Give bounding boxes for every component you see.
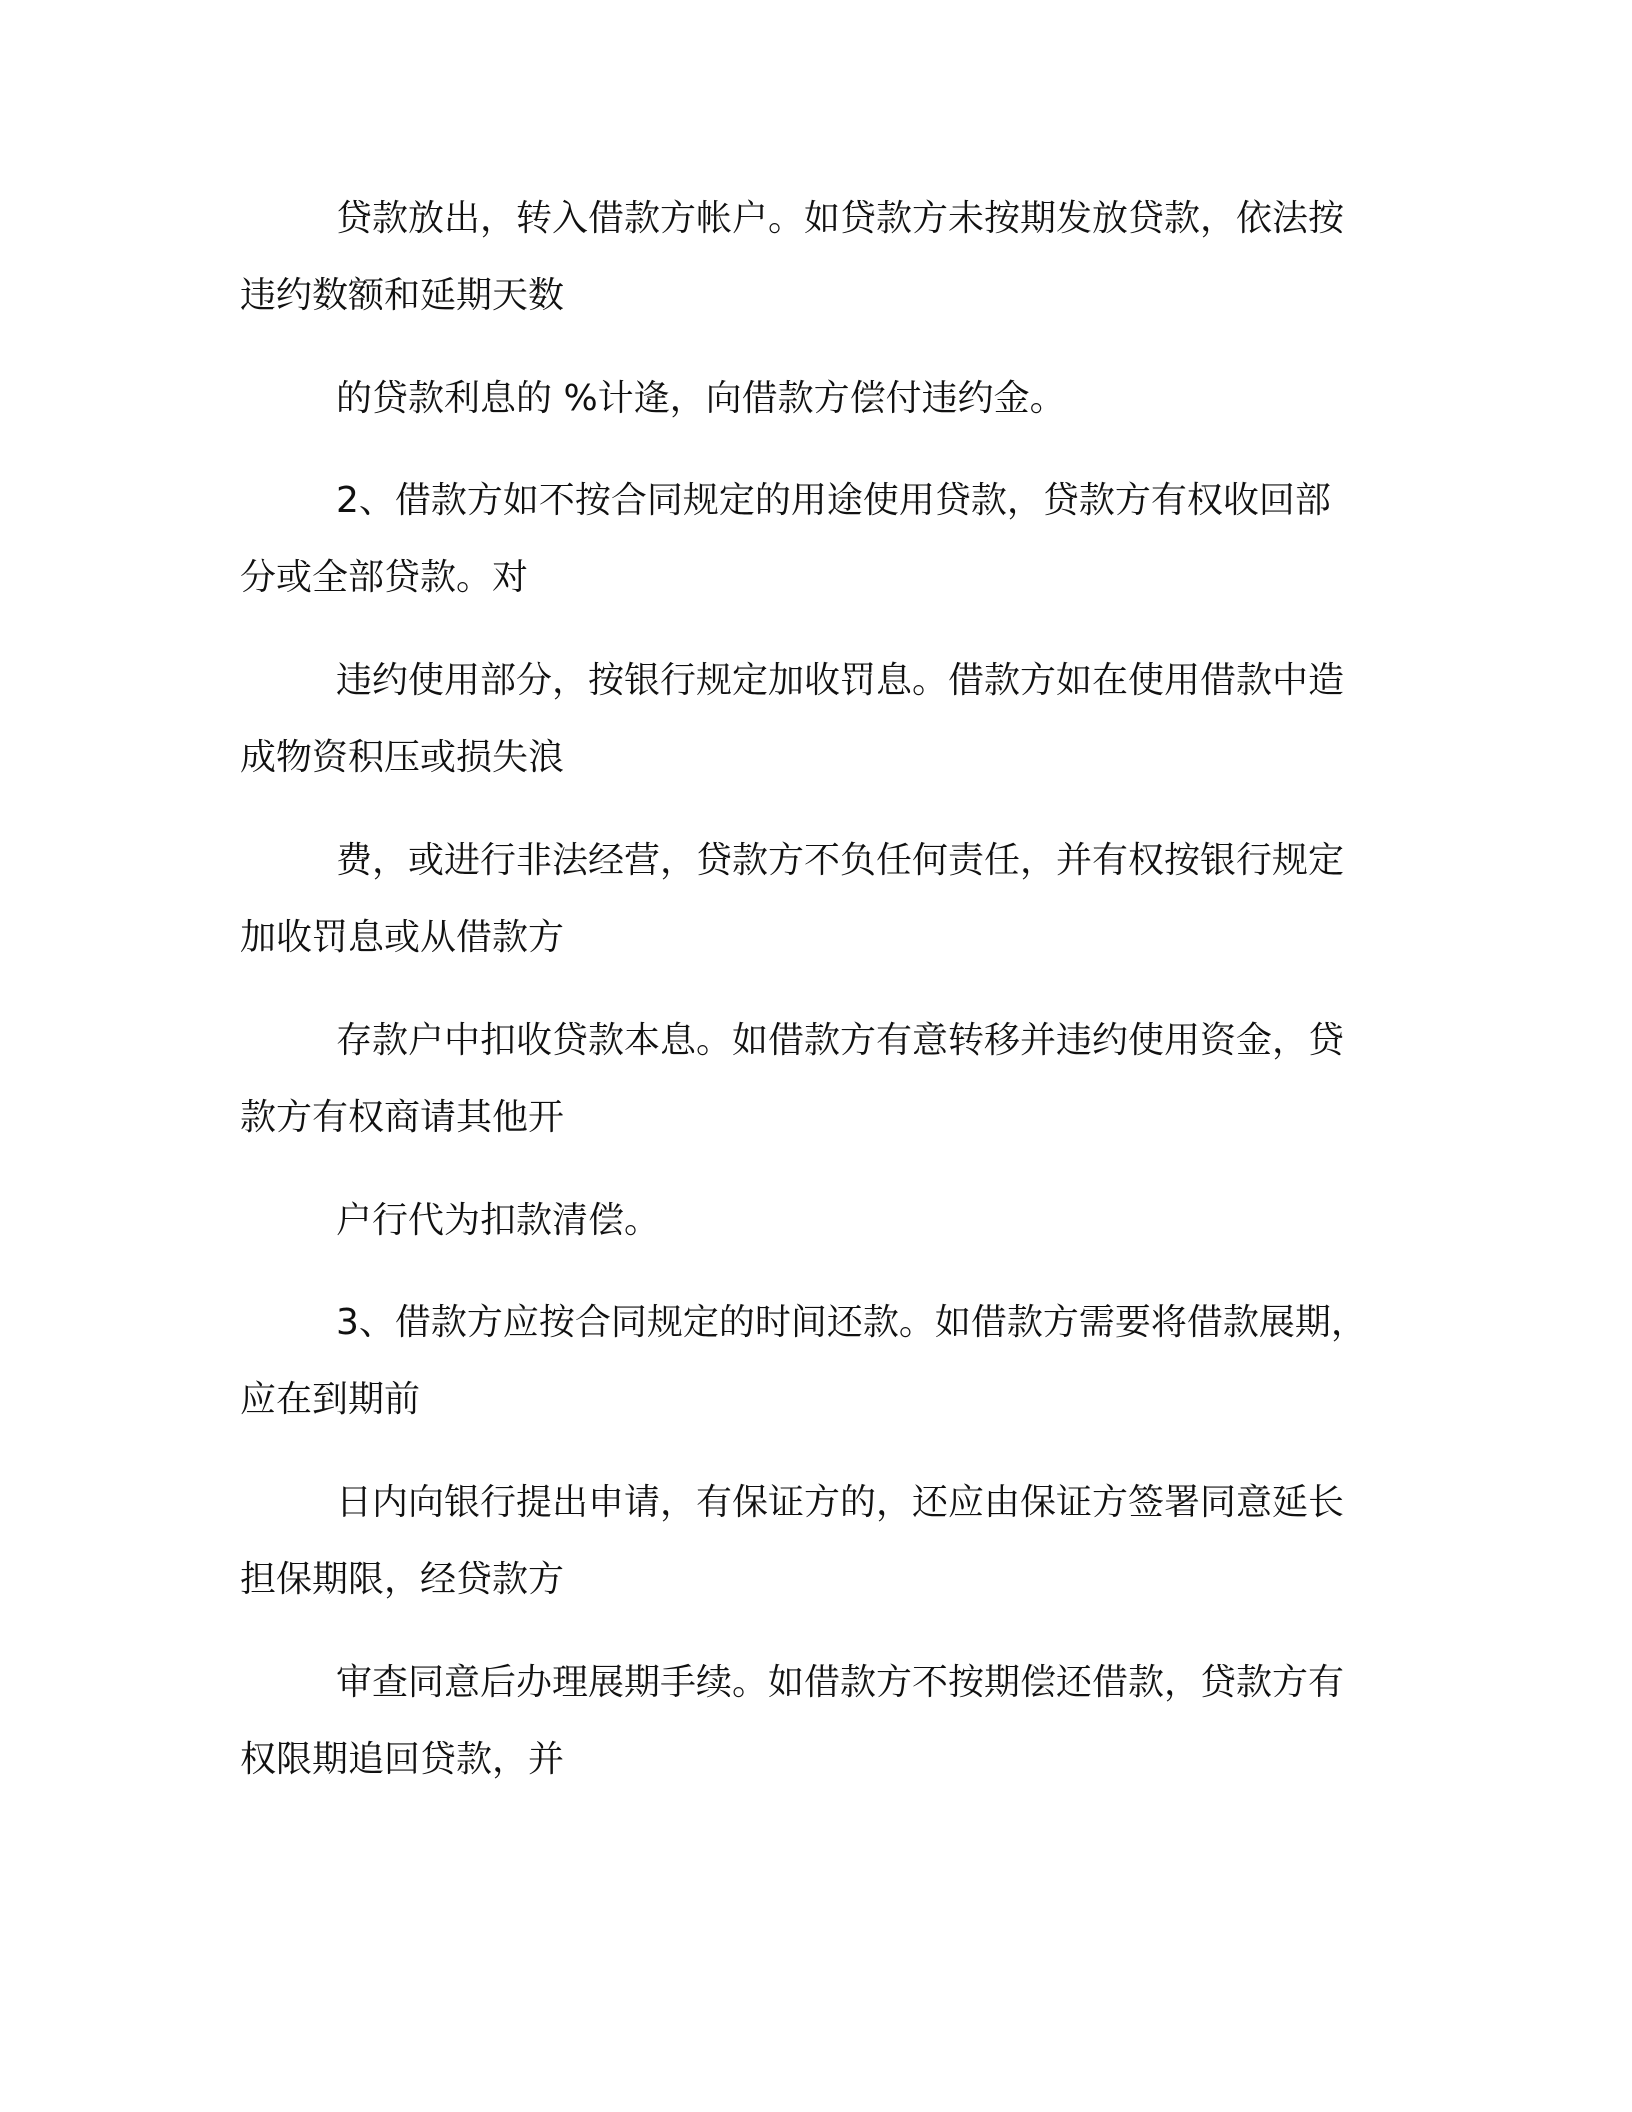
- paragraph-line: 款方有权商请其他开: [240, 1097, 565, 1138]
- paragraph-3: [240, 462, 1380, 616]
- paragraph-2: [240, 360, 1380, 437]
- paragraph-line: 2、借款方如不按合同规定的用途使用贷款，贷款方有权收回部: [336, 480, 1331, 521]
- paragraph-line: 审查同意后办理展期手续。如借款方不按期偿还借款，贷款方有: [336, 1662, 1345, 1703]
- paragraph-1: [240, 180, 1380, 334]
- paragraph-8: [240, 1284, 1380, 1438]
- paragraph-5: [240, 822, 1380, 976]
- paragraph-7: [240, 1182, 1380, 1259]
- paragraph-6: [240, 1002, 1380, 1156]
- paragraph-line: 权限期追回贷款，并: [240, 1739, 565, 1780]
- paragraph-line: 违约数额和延期天数: [240, 275, 565, 316]
- paragraph-9: [240, 1464, 1380, 1618]
- paragraph-line: 分或全部贷款。对: [240, 557, 529, 598]
- paragraph-line: 存款户中扣收贷款本息。如借款方有意转移并违约使用资金，贷: [336, 1020, 1345, 1061]
- paragraph-10: [240, 1644, 1380, 1798]
- paragraph-line: 违约使用部分，按银行规定加收罚息。借款方如在使用借款中造: [336, 660, 1345, 701]
- paragraph-line: 的贷款利息的 %计逄，向借款方偿付违约金。: [336, 378, 1066, 419]
- paragraph-line: 日内向银行提出申请，有保证方的，还应由保证方签署同意延长: [336, 1482, 1345, 1523]
- paragraph-line: 应在到期前: [240, 1379, 421, 1420]
- paragraph-line: 户行代为扣款清偿。: [336, 1200, 661, 1241]
- paragraph-4: [240, 642, 1380, 796]
- paragraph-line: 担保期限，经贷款方: [240, 1559, 565, 1600]
- paragraph-line: 费，或进行非法经营，贷款方不负任何责任，并有权按银行规定: [336, 840, 1345, 881]
- paragraph-line: 贷款放出，转入借款方帐户。如贷款方未按期发放贷款，依法按: [336, 198, 1345, 239]
- paragraph-line: 3、借款方应按合同规定的时间还款。如借款方需要将借款展期，: [336, 1302, 1367, 1343]
- paragraph-line: 加收罚息或从借款方: [240, 917, 565, 958]
- paragraph-line: 成物资积压或损失浪: [240, 737, 565, 778]
